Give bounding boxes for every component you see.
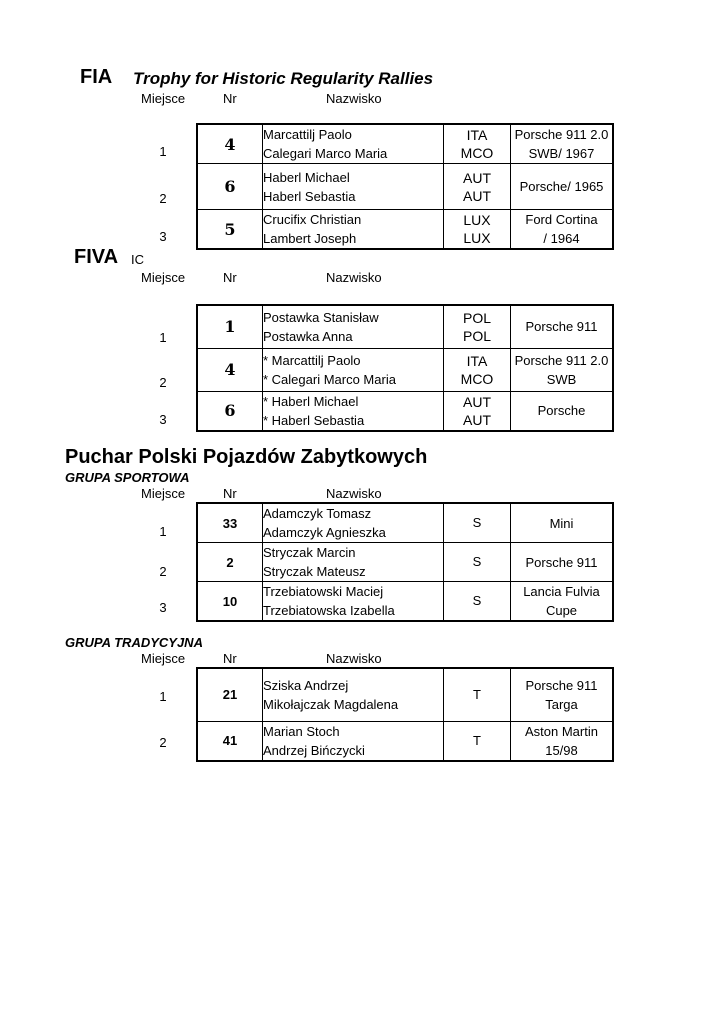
driver-name: Haberl Michael xyxy=(263,169,350,185)
table-row xyxy=(197,164,613,210)
codriver-country: MCO xyxy=(460,370,494,387)
crew-names xyxy=(263,543,444,582)
fiva-col-miejsce: Miejsce xyxy=(141,270,186,285)
start-number: 6 xyxy=(197,164,263,210)
driver-country: ITA xyxy=(466,352,488,369)
crew-names xyxy=(263,164,444,210)
car-line: Mini xyxy=(549,515,574,531)
fiva-title: FIVA xyxy=(74,246,119,268)
table-row xyxy=(197,721,613,761)
sportowa-results-table xyxy=(196,502,614,622)
car-line: SWB/ 1967 xyxy=(528,146,595,161)
crew-names xyxy=(263,391,444,431)
car-line: Targa xyxy=(545,696,578,712)
start-number: 4 xyxy=(197,348,263,391)
codriver-name: Mikołajczak Magdalena xyxy=(263,696,399,712)
car xyxy=(511,124,614,164)
driver-name: Marian Stoch xyxy=(263,723,340,739)
car-line: 15/98 xyxy=(545,742,578,758)
table-row xyxy=(197,210,613,250)
driver-name: Trzebiatowski Maciej xyxy=(263,584,384,599)
class: T xyxy=(444,721,511,761)
driver-country: POL xyxy=(462,309,491,326)
crew-names xyxy=(263,210,444,250)
start-number: 4 xyxy=(197,124,263,164)
table-row xyxy=(197,543,613,582)
codriver-name: Stryczak Mateusz xyxy=(263,564,366,579)
driver-name: Adamczyk Tomasz xyxy=(263,506,372,521)
fiva-place-2: 2 xyxy=(159,375,167,390)
tradycyjna-place-1: 1 xyxy=(159,689,167,704)
crew-countries xyxy=(444,124,511,164)
crew-countries xyxy=(444,391,511,431)
car-line: Aston Martin xyxy=(525,723,598,739)
codriver-name: Haberl Sebastia xyxy=(263,188,356,204)
start-number: 1 xyxy=(197,305,263,348)
codriver-country: LUX xyxy=(463,230,491,246)
crew-names xyxy=(263,582,444,622)
table-row xyxy=(197,582,613,622)
driver-country: LUX xyxy=(463,212,491,228)
codriver-name: Lambert Joseph xyxy=(263,231,357,246)
codriver-country: AUT xyxy=(463,187,491,204)
fia-place-2: 2 xyxy=(159,191,167,206)
tradycyjna-col-nazwisko: Nazwisko xyxy=(326,651,382,666)
crew-countries xyxy=(444,210,511,250)
codriver-country: MCO xyxy=(460,145,494,161)
table-row xyxy=(197,305,613,348)
codriver-name: Postawka Anna xyxy=(263,328,353,344)
driver-name: Postawka Stanisław xyxy=(263,309,379,325)
fia-col-nr: Nr xyxy=(223,91,237,106)
fia-title: FIA xyxy=(80,66,113,88)
fiva-subtitle: IC xyxy=(131,252,144,267)
car xyxy=(511,305,614,348)
sportowa-place-2: 2 xyxy=(159,564,167,579)
car xyxy=(511,391,614,431)
driver-name: Stryczak Marcin xyxy=(263,545,356,560)
car-line: Porsche 911 xyxy=(525,319,598,335)
fiva-place-3: 3 xyxy=(159,412,167,427)
car xyxy=(511,582,614,622)
car xyxy=(511,164,614,210)
start-number: 33 xyxy=(197,503,263,543)
start-number: 2 xyxy=(197,543,263,582)
table-row xyxy=(197,503,613,543)
driver-name: Marcattilj Paolo xyxy=(263,127,352,142)
table-row xyxy=(197,348,613,391)
driver-name: Crucifix Christian xyxy=(263,212,362,227)
sportowa-col-nazwisko: Nazwisko xyxy=(326,486,382,501)
driver-name: Sziska Andrzej xyxy=(263,677,349,693)
driver-country: AUT xyxy=(463,169,491,186)
fia-place-1: 1 xyxy=(159,144,167,159)
table-row xyxy=(197,391,613,431)
car-line: Porsche/ 1965 xyxy=(519,179,604,194)
crew-names xyxy=(263,348,444,391)
car xyxy=(511,668,614,721)
start-number: 41 xyxy=(197,721,263,761)
car-line: Ford Cortina xyxy=(525,212,598,227)
fia-subtitle: Trophy for Historic Regularity Rallies xyxy=(133,69,434,88)
fia-col-miejsce: Miejsce xyxy=(141,91,186,106)
car-line: SWB xyxy=(546,371,577,387)
crew-names xyxy=(263,503,444,543)
car xyxy=(511,721,614,761)
sportowa-place-3: 3 xyxy=(159,600,167,615)
crew-countries xyxy=(444,348,511,391)
car-line: / 1964 xyxy=(543,231,580,246)
class: S xyxy=(444,503,511,543)
crew-names xyxy=(263,124,444,164)
car-line: Porsche 911 2.0 xyxy=(514,127,609,142)
tradycyjna-col-nr: Nr xyxy=(223,651,237,666)
crew-countries xyxy=(444,305,511,348)
crew-names xyxy=(263,668,444,721)
ppz-title: Puchar Polski Pojazdów Zabytkowych xyxy=(65,446,428,468)
tradycyjna-results-table xyxy=(196,667,614,762)
fiva-col-nazwisko: Nazwisko xyxy=(326,270,382,285)
driver-country: AUT xyxy=(463,393,491,410)
tradycyjna-place-2: 2 xyxy=(159,735,167,750)
codriver-name: * Haberl Sebastia xyxy=(263,412,365,428)
fiva-results-table xyxy=(196,304,614,432)
fia-results-table xyxy=(196,123,614,250)
car-line: Cupe xyxy=(545,603,578,618)
start-number: 5 xyxy=(197,210,263,250)
tradycyjna-group-title: GRUPA TRADYCYJNA xyxy=(65,635,203,650)
sportowa-col-miejsce: Miejsce xyxy=(141,486,186,501)
codriver-name: Andrzej Bińczycki xyxy=(263,742,365,758)
car xyxy=(511,348,614,391)
car-line: Porsche 911 xyxy=(525,677,598,693)
class: S xyxy=(444,582,511,622)
fiva-col-nr: Nr xyxy=(223,270,237,285)
crew-names xyxy=(263,721,444,761)
codriver-name: * Calegari Marco Maria xyxy=(263,371,396,387)
fia-col-nazwisko: Nazwisko xyxy=(326,91,382,106)
car xyxy=(511,503,614,543)
codriver-name: Trzebiatowska Izabella xyxy=(263,603,395,618)
codriver-country: AUT xyxy=(463,411,491,428)
driver-name: * Haberl Michael xyxy=(263,393,359,409)
fia-place-3: 3 xyxy=(159,229,167,244)
driver-name: * Marcattilj Paolo xyxy=(263,352,361,368)
car xyxy=(511,210,614,250)
start-number: 6 xyxy=(197,391,263,431)
class: T xyxy=(444,668,511,721)
sportowa-place-1: 1 xyxy=(159,524,167,539)
crew-names xyxy=(263,305,444,348)
codriver-name: Calegari Marco Maria xyxy=(263,146,388,161)
table-row xyxy=(197,124,613,164)
car-line: Porsche 911 xyxy=(525,554,598,570)
car xyxy=(511,543,614,582)
car-line: Lancia Fulvia xyxy=(523,584,600,599)
sportowa-col-nr: Nr xyxy=(223,486,237,501)
start-number: 21 xyxy=(197,668,263,721)
car-line: Porsche xyxy=(537,403,586,418)
tradycyjna-col-miejsce: Miejsce xyxy=(141,651,186,666)
car-line: Porsche 911 2.0 xyxy=(514,352,609,368)
crew-countries xyxy=(444,164,511,210)
class: S xyxy=(444,543,511,582)
fiva-place-1: 1 xyxy=(159,330,167,345)
codriver-name: Adamczyk Agnieszka xyxy=(263,525,386,540)
sportowa-group-title: GRUPA SPORTOWA xyxy=(65,470,190,485)
table-row xyxy=(197,668,613,721)
codriver-country: POL xyxy=(462,327,491,344)
driver-country: ITA xyxy=(466,127,488,143)
start-number: 10 xyxy=(197,582,263,622)
